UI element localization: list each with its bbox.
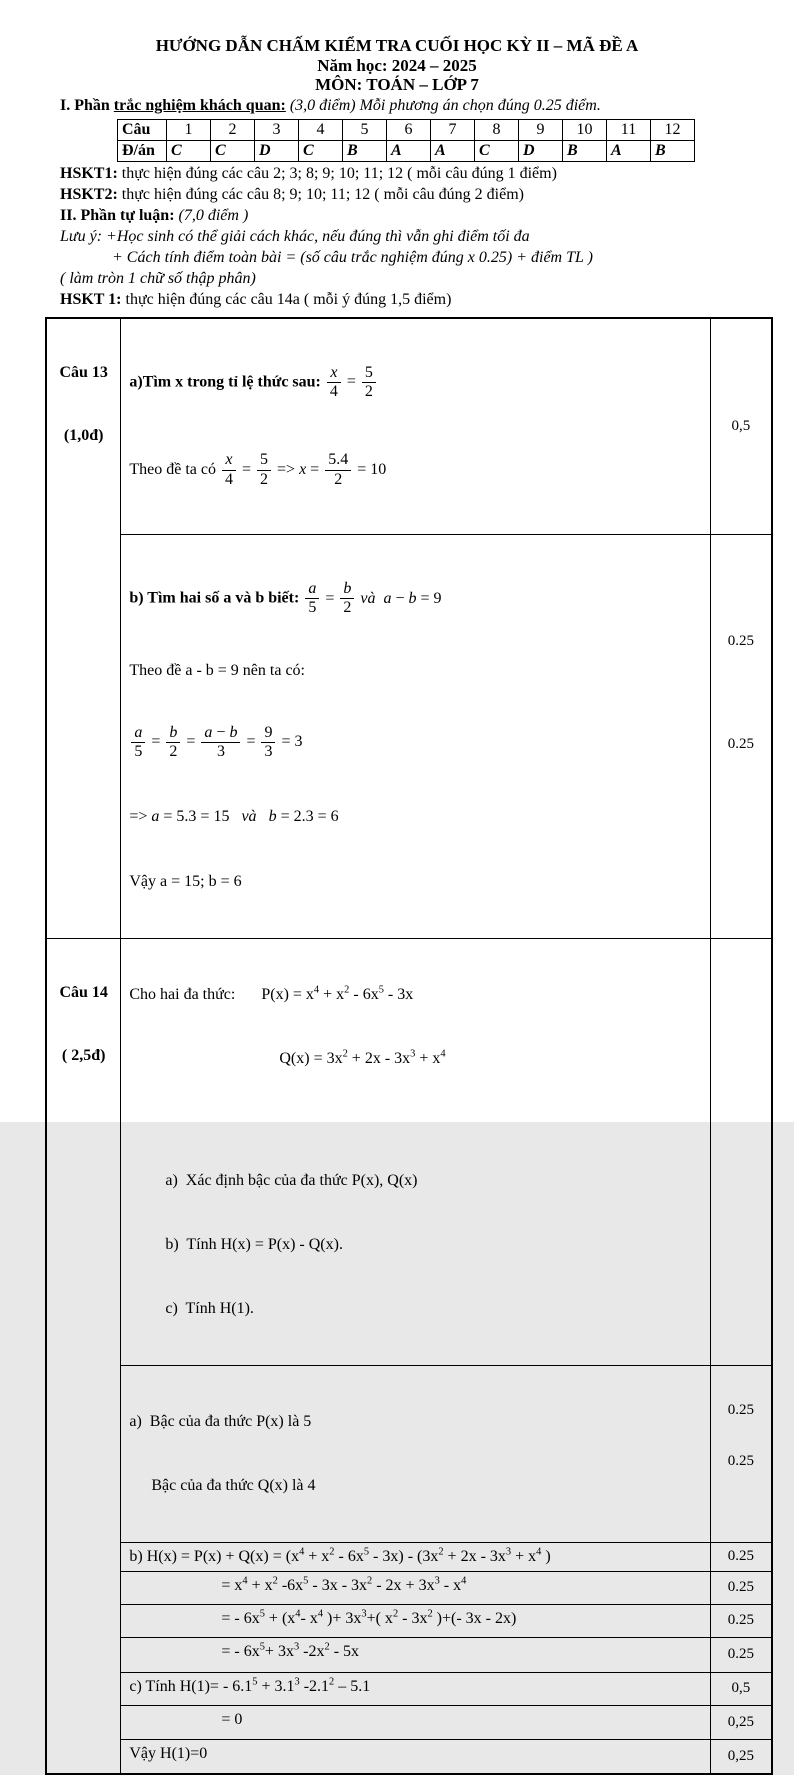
luuy-line-3: ( làm tròn 1 chữ số thập phân) bbox=[60, 269, 256, 287]
cau14-number: Câu 14 bbox=[59, 983, 108, 1001]
document-title: HƯỚNG DẪN CHẤM KIỂM TRA CUỐI HỌC KỲ II – MÃ ĐỀ A bbox=[155, 36, 639, 55]
row-cau13a bbox=[46, 318, 772, 535]
mc-answer-cell: D bbox=[255, 140, 299, 161]
hskt2-text: thực hiện đúng các câu 8; 9; 10; 11; 12 ( mỗi câu đúng 2 điểm) bbox=[117, 185, 524, 203]
section-1-note: (3,0 điểm) Mỗi phương án chọn đúng 0.25 điểm. bbox=[285, 96, 601, 114]
school-year-line: Năm học: 2024 – 2025 bbox=[317, 55, 477, 75]
mc-answer-cell: C bbox=[211, 140, 255, 161]
cau13a-title bbox=[129, 364, 703, 402]
row-cau14c-step1 bbox=[46, 1672, 772, 1705]
mc-header-cell: Câu bbox=[118, 119, 167, 140]
mc-answer-cell: B bbox=[651, 140, 695, 161]
mc-header-cell: 9 bbox=[519, 119, 563, 140]
subject-line: MÔN: TOÁN – LỚP 7 bbox=[315, 75, 479, 94]
mc-header-cell: 10 bbox=[563, 119, 607, 140]
cau14-p-polynomial: $P(x) = x^4 + x^2 - 6x^5 - 3x$ bbox=[261, 984, 414, 1003]
cau13b-points-cell bbox=[710, 535, 772, 939]
mc-header-cell: 5 bbox=[343, 119, 387, 140]
hskt1b-label: HSKT 1: bbox=[60, 290, 122, 308]
hskt1-text: thực hiện đúng các câu 2; 3; 8; 9; 10; 11; 12 ( mỗi câu đúng 1 điểm) bbox=[117, 164, 557, 182]
cau14-statement-cell bbox=[121, 938, 710, 1365]
cau14b-step2-points: 0.25 bbox=[710, 1571, 772, 1604]
cau14b-step3-points: 0.25 bbox=[710, 1604, 772, 1637]
luuy-line-2: + Cách tính điểm toàn bài = (số câu trắc nghiệm đúng x 0.25) + điểm TL ) bbox=[112, 248, 593, 266]
cau13-points-total: (1,0đ) bbox=[63, 426, 104, 444]
cau14a-points-2: 0.25 bbox=[727, 1452, 754, 1469]
cau14b-step1-cell: b) $H(x) = P(x) + Q(x) = (x^4 + x^2 - 6x^5 - 3x) - (3x^2 + 2x - 3x^3 + x^4$ ) bbox=[121, 1542, 710, 1571]
row-cau14b-step1 bbox=[46, 1542, 772, 1571]
row-cau14a bbox=[46, 1365, 772, 1542]
cau13a-title-text: a)Tìm x trong tỉ lệ thức sau: bbox=[129, 373, 325, 391]
cau13a-points-cell: 0,5 bbox=[710, 318, 772, 535]
cau13b-line2: $\frac{a}{5}$ = $\frac{b}{2}$ = $\frac{a - b}{3}$ = $\frac{9}{3}$ = 3 bbox=[129, 724, 703, 762]
row-cau14b-step3 bbox=[46, 1604, 772, 1637]
cau14a-content-cell bbox=[121, 1365, 710, 1542]
row-cau14c-step2 bbox=[46, 1705, 772, 1739]
mc-header-cell: 4 bbox=[299, 119, 343, 140]
mc-header-cell: 12 bbox=[651, 119, 695, 140]
mc-header-cell: 6 bbox=[387, 119, 431, 140]
cau14-label-cell bbox=[46, 938, 121, 1774]
section-2-note: (7,0 điểm ) bbox=[174, 206, 249, 224]
essay-answer-table bbox=[45, 317, 773, 1775]
mc-answer-cell: B bbox=[563, 140, 607, 161]
row-cau14c-conclusion bbox=[46, 1739, 772, 1774]
cau14c-step1-points: 0,5 bbox=[710, 1672, 772, 1705]
cau14c-step2-cell: = 0 bbox=[121, 1705, 710, 1739]
mc-header-cell: 11 bbox=[607, 119, 651, 140]
cau13a-title-math: $\frac{x}{4}$ = $\frac{5}{2}$ bbox=[325, 373, 378, 390]
section-2-heading bbox=[60, 205, 794, 226]
row-cau13b bbox=[46, 535, 772, 939]
cau13b-points-2: 0.25 bbox=[727, 736, 754, 753]
luuy-line-1: Lưu ý: +Học sinh có thể giải cách khác, nếu đúng thì vẫn ghi điểm tối đa bbox=[60, 227, 530, 245]
mc-answer-cell: D bbox=[519, 140, 563, 161]
cau14c-conclusion-cell: Vậy H(1)=0 bbox=[121, 1739, 710, 1774]
cau14-statement-points-cell bbox=[710, 938, 772, 1365]
row-cau14b-step4 bbox=[46, 1637, 772, 1672]
cau14-intro-line bbox=[129, 984, 703, 1006]
cau14c-step1-cell: c) Tính $H(1)= - 6.1^5 + 3.1^3$ $-2.1^2 - 5.1$ bbox=[121, 1672, 710, 1705]
cau13b-title bbox=[129, 580, 703, 618]
cau13b-content-cell bbox=[121, 535, 710, 939]
cau14-task-b: b) Tính H(x) = P(x) - Q(x). bbox=[165, 1235, 343, 1253]
mc-answer-cell: C bbox=[299, 140, 343, 161]
spacer bbox=[129, 1112, 703, 1128]
mc-header-cell: 3 bbox=[255, 119, 299, 140]
mc-answer-cell: A bbox=[607, 140, 651, 161]
mc-header-cell: 2 bbox=[211, 119, 255, 140]
mc-header-row bbox=[118, 119, 695, 140]
cau14a-points-cell bbox=[710, 1365, 772, 1542]
mc-answers-row bbox=[118, 140, 695, 161]
cau13b-line3: => a = 5.3 = 15 và b = 2.3 = 6 bbox=[129, 807, 339, 825]
cau14a-answer-2: Bậc của đa thức Q(x) là 4 bbox=[151, 1476, 316, 1494]
cau13b-line1: Theo đề a - b = 9 nên ta có: bbox=[129, 661, 305, 679]
hskt1b-note bbox=[60, 289, 794, 310]
cau13-label-cell bbox=[46, 318, 121, 939]
cau14a-answer-1: a) Bậc của đa thức P(x) là 5 bbox=[129, 1412, 312, 1430]
hskt1-note bbox=[60, 163, 794, 184]
hskt1b-text: thực hiện đúng các câu 14a ( mỗi ý đúng 1,5 điểm) bbox=[121, 290, 452, 308]
cau13b-title-math: $\frac{a}{5}$ = $\frac{b}{2}$ và a − b = 9 bbox=[303, 590, 441, 607]
mc-header-cell: 1 bbox=[167, 119, 211, 140]
row-cau14-statement bbox=[46, 938, 772, 1365]
mc-answers-label: Đ/án bbox=[118, 140, 167, 161]
cau14c-conclusion-points: 0,25 bbox=[710, 1739, 772, 1774]
cau14c-step2-points: 0,25 bbox=[710, 1705, 772, 1739]
mc-answer-cell: C bbox=[475, 140, 519, 161]
cau13a-content-cell bbox=[121, 318, 710, 535]
cau14b-step4-cell: = - $6x^5+ 3x^3$ $-2x^2 - 5x$ bbox=[121, 1637, 710, 1672]
cau14-intro-label: Cho hai đa thức: bbox=[129, 985, 236, 1003]
cau14b-step3-cell: = - $6x^5 + (x^4-$ $x^4$ )+ $3x^3+$( $x^2 - 3x^2$ )+(- 3x - 2x) bbox=[121, 1604, 710, 1637]
cau14b-step2-cell: = $x^4 + x^2$ $-6x^5 - 3x - 3x^2 - 2x + 3x^3 - x^4$ bbox=[121, 1571, 710, 1604]
cau14-task-a: a) Xác định bậc của đa thức P(x), Q(x) bbox=[165, 1171, 418, 1189]
mc-header-cell: 8 bbox=[475, 119, 519, 140]
section-1-label: I. Phần bbox=[60, 96, 114, 114]
row-cau14b-step2 bbox=[46, 1571, 772, 1604]
cau13a-solution: Theo đề ta có $\frac{x}{4}$ = $\frac{5}{2}$ => x = $\frac{5.4}{2}$ = 10 bbox=[129, 451, 387, 488]
cau13-number: Câu 13 bbox=[59, 363, 108, 381]
cau14-task-c: c) Tính H(1). bbox=[165, 1299, 254, 1317]
section-1-label-underlined: trắc nghiệm khách quan: bbox=[113, 96, 286, 114]
cau13b-line4: Vậy a = 15; b = 6 bbox=[129, 872, 242, 890]
hskt2-note bbox=[60, 184, 794, 205]
cau13b-title-text: b) Tìm hai số a và b biết: bbox=[129, 589, 304, 607]
section-2-label: II. Phần tự luận: bbox=[60, 206, 175, 224]
mc-answer-cell: A bbox=[387, 140, 431, 161]
multiple-choice-answer-table bbox=[117, 119, 695, 162]
mc-answer-cell: A bbox=[431, 140, 475, 161]
hskt1-label: HSKT1: bbox=[60, 164, 118, 182]
mc-answer-cell: C bbox=[167, 140, 211, 161]
cau14b-step4-points: 0.25 bbox=[710, 1637, 772, 1672]
cau14a-points-1: 0.25 bbox=[727, 1401, 754, 1418]
mc-answer-cell: B bbox=[343, 140, 387, 161]
section-1-heading bbox=[60, 95, 794, 116]
cau14-q-polynomial: $Q(x) = 3x^2 + 2x - 3x^3 + x^4$ bbox=[279, 1048, 446, 1067]
cau14b-step1-points: 0.25 bbox=[710, 1542, 772, 1571]
cau13b-points-1: 0.25 bbox=[727, 633, 754, 650]
cau14-points-total: ( 2,5đ) bbox=[61, 1046, 106, 1064]
hskt2-label: HSKT2: bbox=[60, 185, 118, 203]
mc-header-cell: 7 bbox=[431, 119, 475, 140]
